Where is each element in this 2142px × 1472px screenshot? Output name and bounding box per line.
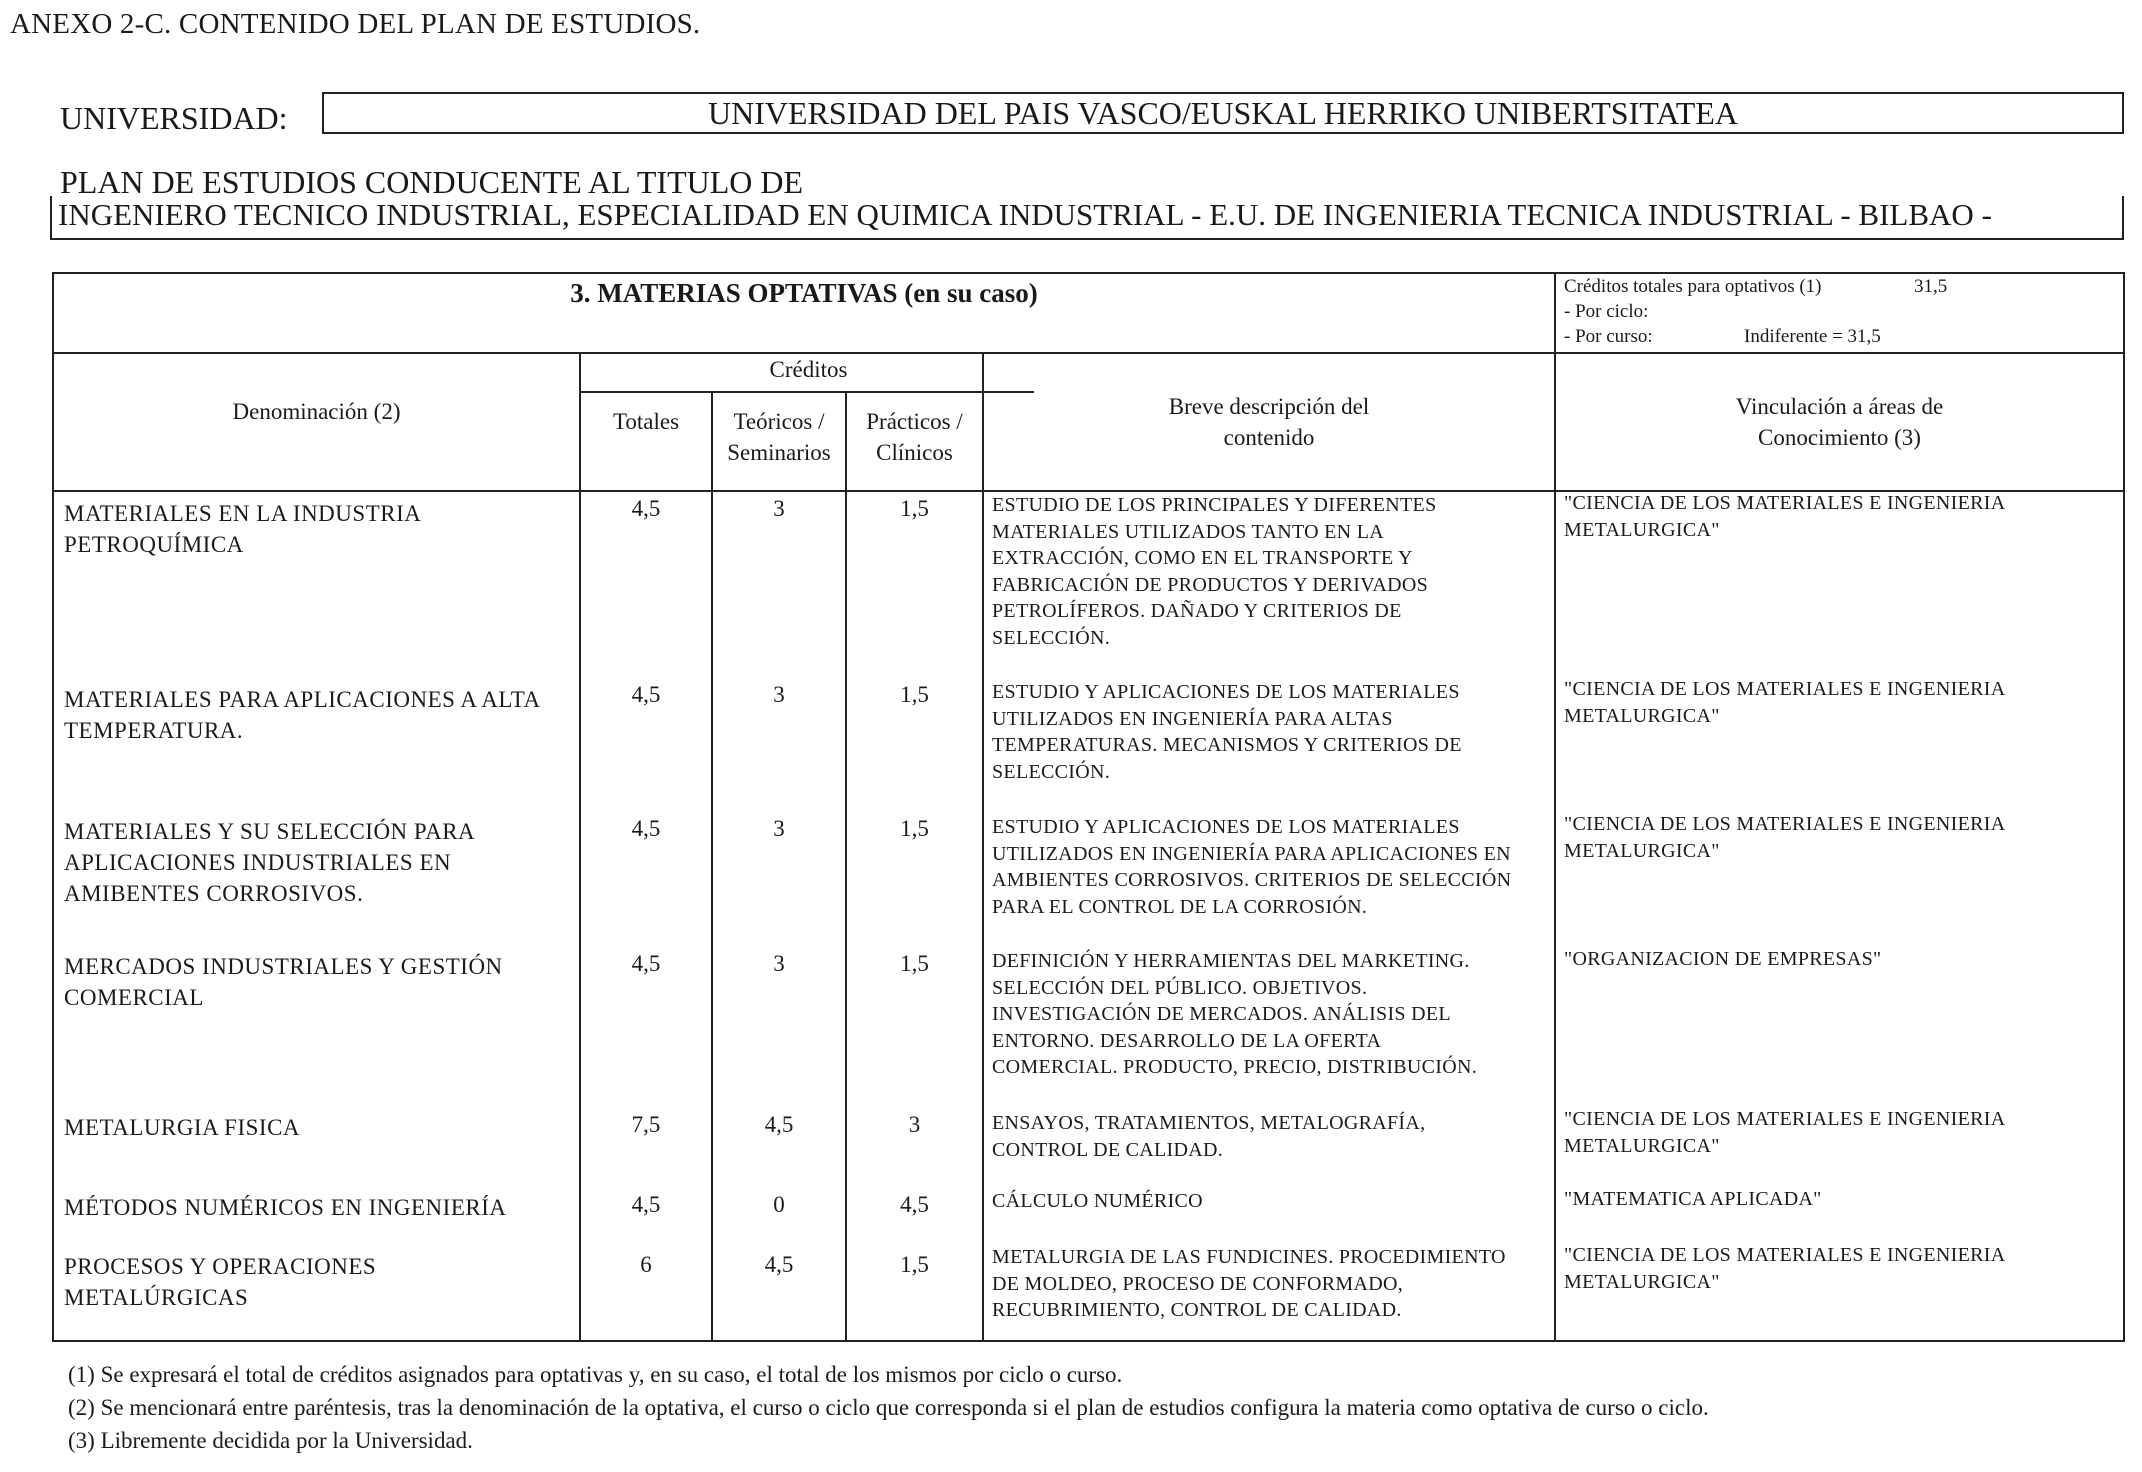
- row-name-line: MÉTODOS NUMÉRICOS EN INGENIERÍA: [64, 1195, 507, 1220]
- col-header-teoricos-line1: Teóricos /: [733, 409, 825, 434]
- row-area: [1564, 676, 2119, 729]
- col-header-descripcion-line1: Breve descripción del: [1168, 394, 1370, 419]
- row-totales: 4,5: [631, 682, 661, 707]
- row-description-line: MATERIALES UTILIZADOS TANTO EN LA: [992, 520, 1384, 543]
- row-totales: 6: [640, 1252, 652, 1277]
- row-name-line: APLICACIONES INDUSTRIALES EN: [64, 850, 452, 875]
- row-name: [64, 684, 579, 746]
- plan-label: PLAN DE ESTUDIOS CONDUCENTE AL TITULO DE: [60, 164, 804, 200]
- row-teoricos: 0: [773, 1192, 785, 1217]
- footnote-3: (3) Libremente decidida por la Universidad.: [68, 1428, 473, 1453]
- row-name: [64, 1192, 579, 1223]
- col-divider-4: [982, 352, 984, 1340]
- row-description-line: PETROLÍFEROS. DAÑADO Y CRITERIOS DE: [992, 600, 1402, 622]
- row-area: [1564, 946, 2119, 973]
- row-description-line: SELECCIÓN.: [992, 626, 1110, 649]
- footnote-2: (2) Se mencionará entre paréntesis, tras la denominación de la optativa, el curso o ciclo que corresponda si el plan de estudios configura la materia como optativa de curso o ciclo.: [68, 1395, 1709, 1420]
- col-header-denominacion: Denominación (2): [232, 399, 401, 424]
- row-description-line: RECUBRIMIENTO, CONTROL DE CALIDAD.: [992, 1299, 1402, 1321]
- row-totales: 4,5: [631, 816, 661, 841]
- row-name-line: PROCESOS Y OPERACIONES: [64, 1254, 377, 1279]
- col-header-descripcion-line2: contenido: [1223, 425, 1315, 450]
- row-area: [1564, 1242, 2119, 1295]
- row-practicos: 4,5: [900, 1192, 929, 1217]
- col-header-creditos: Créditos: [769, 357, 848, 382]
- row-name: [64, 951, 574, 1013]
- row-area-line: METALURGICA": [1564, 1134, 1720, 1157]
- row-area: [1564, 811, 2119, 864]
- row-description-line: ENSAYOS, TRATAMIENTOS, METALOGRAFÍA,: [992, 1112, 1426, 1134]
- row-practicos: 3: [908, 1112, 921, 1137]
- row-teoricos: 3: [773, 682, 785, 707]
- title-divider: [1554, 274, 1556, 352]
- col-header-vinculacion-line2: Conocimiento (3): [1758, 425, 1921, 450]
- row-area-line: "CIENCIA DE LOS MATERIALES E INGENIERIA: [1564, 813, 2006, 835]
- col-header-vinculacion-line1: Vinculación a áreas de: [1735, 394, 1944, 419]
- row-description: [992, 1244, 1552, 1324]
- row-name-line: MATERIALES Y SU SELECCIÓN PARA: [64, 819, 476, 844]
- row-description-line: ENTORNO. DESARROLLO DE LA OFERTA: [992, 1029, 1382, 1052]
- row-name-line: MATERIALES PARA APLICACIONES A ALTA: [64, 687, 541, 712]
- credits-divider: [579, 391, 1034, 393]
- row-teoricos: 3: [773, 496, 785, 521]
- col-header-practicos-line1: Prácticos /: [866, 409, 963, 434]
- row-description-line: ESTUDIO Y APLICACIONES DE LOS MATERIALES: [992, 681, 1460, 703]
- row-description-line: DEFINICIÓN Y HERRAMIENTAS DEL MARKETING.: [992, 950, 1470, 972]
- col-header-descripcion: [984, 391, 1554, 453]
- row-description-line: METALURGIA DE LAS FUNDICINES. PROCEDIMIENTO: [992, 1246, 1506, 1268]
- row-description: [992, 679, 1552, 785]
- row-description-line: ESTUDIO Y APLICACIONES DE LOS MATERIALES: [992, 816, 1460, 838]
- university-label: UNIVERSIDAD:: [60, 100, 288, 136]
- row-totales: 7,5: [631, 1112, 661, 1137]
- col-header-teoricos: [713, 406, 845, 468]
- row-description-line: SELECCIÓN DEL PÚBLICO. OBJETIVOS.: [992, 976, 1368, 999]
- col-header-practicos-line2: Clínicos: [876, 440, 953, 465]
- row-name: [64, 1112, 574, 1143]
- row-area: [1564, 490, 2119, 543]
- row-practicos: 1,5: [900, 1252, 929, 1277]
- row-description-line: DE MOLDEO, PROCESO DE CONFORMADO,: [992, 1272, 1404, 1295]
- row-description-line: UTILIZADOS EN INGENIERÍA PARA ALTAS: [992, 707, 1393, 730]
- col-header-totales: Totales: [612, 409, 680, 434]
- row-area-line: "CIENCIA DE LOS MATERIALES E INGENIERIA: [1564, 492, 2006, 514]
- row-totales: 4,5: [631, 1192, 661, 1217]
- col-header-teoricos-line2: Seminarios: [727, 440, 831, 465]
- row-description-line: SELECCIÓN.: [992, 760, 1110, 783]
- row-area-line: METALURGICA": [1564, 704, 1720, 727]
- row-area-line: METALURGICA": [1564, 518, 1720, 541]
- row-description: [992, 948, 1552, 1081]
- total-credits-value: 31,5: [1914, 276, 1948, 297]
- row-description-line: PARA EL CONTROL DE LA CORROSIÓN.: [992, 895, 1368, 918]
- row-description: [992, 1188, 1552, 1215]
- row-description: [992, 1110, 1552, 1163]
- row-totales: 4,5: [631, 496, 661, 521]
- col-header-vinculacion: [1556, 391, 2123, 453]
- row-name-line: TEMPERATURA.: [64, 718, 244, 743]
- row-description-line: INVESTIGACIÓN DE MERCADOS. ANÁLISIS DEL: [992, 1003, 1451, 1025]
- row-area-line: "CIENCIA DE LOS MATERIALES E INGENIERIA: [1564, 1244, 2006, 1266]
- row-description-line: ESTUDIO DE LOS PRINCIPALES Y DIFERENTES: [992, 494, 1437, 516]
- row-description-line: COMERCIAL. PRODUCTO, PRECIO, DISTRIBUCIÓN.: [992, 1056, 1478, 1078]
- degree-title-field: INGENIERO TECNICO INDUSTRIAL, ESPECIALIDAD EN QUIMICA INDUSTRIAL - E.U. DE INGENIERIA TECNICA INDUSTRIAL - BILBAO -: [50, 196, 2124, 240]
- row-description-line: FABRICACIÓN DE PRODUCTOS Y DERIVADOS: [992, 573, 1429, 596]
- row-teoricos: 3: [773, 951, 785, 976]
- row-description: [992, 814, 1552, 920]
- row-description-line: UTILIZADOS EN INGENIERÍA PARA APLICACIONES EN: [992, 842, 1511, 865]
- row-name-line: COMERCIAL: [64, 985, 204, 1010]
- row-name: [64, 816, 574, 909]
- row-practicos: 1,5: [900, 951, 929, 976]
- row-name-line: MATERIALES EN LA INDUSTRIA: [64, 501, 422, 526]
- per-course-value: Indiferente = 31,5: [1744, 326, 1881, 347]
- university-field: UNIVERSIDAD DEL PAIS VASCO/EUSKAL HERRIKO UNIBERTSITATEA: [322, 92, 2124, 134]
- optional-subjects-table: [52, 272, 2125, 1342]
- row-teoricos: 4,5: [764, 1112, 794, 1137]
- header-divider: [54, 352, 2123, 354]
- row-description: [992, 492, 1552, 651]
- col-header-practicos: [847, 406, 982, 468]
- row-practicos: 1,5: [900, 816, 929, 841]
- total-credits-label: Créditos totales para optativos (1): [1564, 276, 1822, 297]
- row-name: [64, 1251, 574, 1313]
- row-area: [1564, 1106, 2119, 1159]
- row-name-line: METALURGIA FISICA: [64, 1115, 301, 1140]
- row-area-line: "CIENCIA DE LOS MATERIALES E INGENIERIA: [1564, 1108, 2006, 1130]
- row-description-line: CÁLCULO NUMÉRICO: [992, 1190, 1203, 1212]
- row-teoricos: 3: [773, 816, 785, 841]
- row-area-line: METALURGICA": [1564, 1270, 1720, 1293]
- row-description-line: AMBIENTES CORROSIVOS. CRITERIOS DE SELECCIÓN: [992, 869, 1512, 891]
- row-description-line: CONTROL DE CALIDAD.: [992, 1138, 1224, 1161]
- row-name-line: PETROQUÍMICA: [64, 532, 244, 557]
- row-practicos: 1,5: [900, 496, 929, 521]
- row-area: [1564, 1186, 2119, 1213]
- footnote-1: (1) Se expresará el total de créditos asignados para optativas y, en su caso, el total de los mismos por ciclo o curso.: [68, 1362, 1123, 1387]
- row-area-line: "MATEMATICA APLICADA": [1564, 1188, 1822, 1210]
- row-totales: 4,5: [631, 951, 661, 976]
- col-divider-5: [1554, 352, 1556, 1340]
- row-description-line: EXTRACCIÓN, COMO EN EL TRANSPORTE Y: [992, 547, 1413, 569]
- row-name-line: METALÚRGICAS: [64, 1285, 249, 1310]
- per-course-label: - Por curso:: [1564, 326, 1653, 347]
- row-teoricos: 4,5: [764, 1252, 794, 1277]
- row-practicos: 1,5: [900, 682, 929, 707]
- per-cycle-label: - Por ciclo:: [1564, 301, 1649, 322]
- row-description-line: TEMPERATURAS. MECANISMOS Y CRITERIOS DE: [992, 734, 1462, 756]
- row-area-line: "ORGANIZACION DE EMPRESAS": [1564, 948, 1882, 970]
- row-area-line: METALURGICA": [1564, 839, 1720, 862]
- row-name: [64, 498, 574, 560]
- section-title: 3. MATERIAS OPTATIVAS (en su caso): [570, 278, 1038, 308]
- row-name-line: MERCADOS INDUSTRIALES Y GESTIÓN: [64, 954, 503, 979]
- annex-title: ANEXO 2-C. CONTENIDO DEL PLAN DE ESTUDIOS.: [10, 8, 701, 40]
- row-name-line: AMIBENTES CORROSIVOS.: [64, 881, 364, 906]
- row-area-line: "CIENCIA DE LOS MATERIALES E INGENIERIA: [1564, 678, 2006, 700]
